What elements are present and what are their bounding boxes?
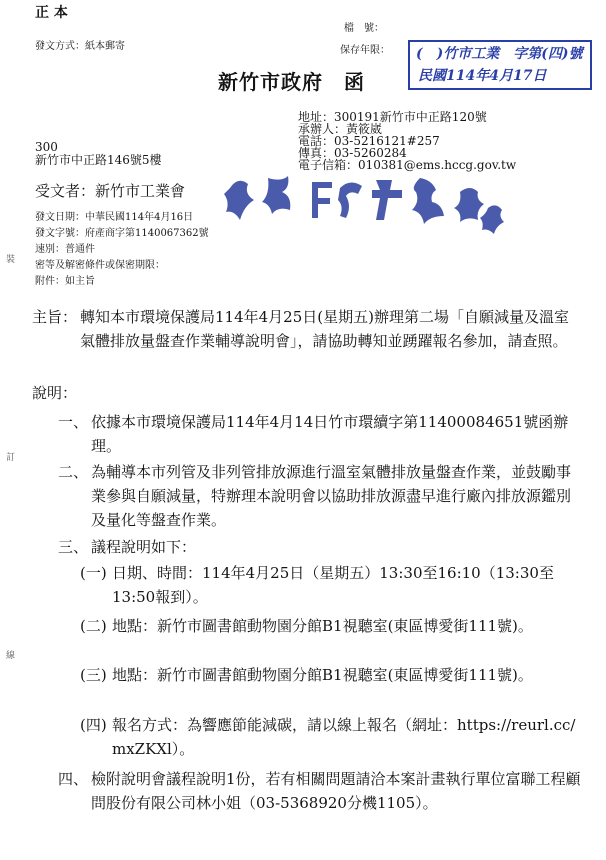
document-number: 發文字號：府產商字第1140067362號: [35, 228, 209, 239]
sub-item-text: 地點：新竹市圖書館動物園分館B1視聽室(東區博愛街111號)。: [112, 666, 533, 684]
sender-email: 電子信箱：010381@ems.hccg.gov.tw: [298, 158, 517, 172]
sub-item-text: 地點：新竹市圖書館動物園分館B1視聽室(東區博愛街111號)。: [112, 617, 533, 635]
received-stamp-date: 民國114年4月17日: [418, 68, 547, 84]
recipient-zip: 300: [35, 140, 58, 154]
recipient-street: 新竹市中正路146號5樓: [35, 153, 162, 167]
binding-mark-bottom: 線: [6, 651, 16, 661]
document-title: 新竹市政府 函: [218, 70, 365, 94]
copy-type-label: 正 本: [35, 5, 68, 21]
binding-mark-middle: 訂: [6, 453, 16, 463]
item-number: 一、: [58, 413, 89, 431]
retention-label: 保存年限：: [340, 45, 390, 56]
send-method: 發文方式：紙本郵寄: [35, 41, 125, 52]
sub-item-number: (二): [80, 617, 107, 635]
sender-fax: 傳真：03-5260284: [298, 146, 407, 160]
sub-item-text: 日期、時間：114年4月25日（星期五）13:30至16:10（13:30至13:50報到）。: [112, 564, 554, 606]
subject-text: 轉知本市環境保護局114年4月25日(星期五)辦理第二場「自願減量及溫室氣體排放量盤查作業輔導說明會」，請協助轉知並踴躍報名參加，請查照。: [80, 308, 569, 350]
item-number: 三、: [58, 538, 89, 556]
item-text: 檢附說明會議程說明1份，若有相關問題請洽本案計畫執行單位富聯工程顧問股份有限公司林小姐（03-5368920分機1105）。: [91, 770, 581, 812]
subject-label: 主旨：: [32, 308, 78, 326]
file-number-label: 檔 號：: [344, 23, 384, 34]
explanation-label: 說明：: [32, 384, 78, 402]
sender-address: 地址：300191新竹市中正路120號: [298, 110, 487, 124]
sub-item-text: 報名方式：為響應節能減碳，請以線上報名（網址：https://reurl.cc/mxZKXl）。: [112, 716, 576, 758]
item-text: 為輔導本市列管及非列管排放源進行溫室氣體排放量盤查作業，並鼓勵事業參與自願減量，特辦理本說明會以協助排放源盡早進行廠內排放源鑑別及量化等盤查作業。: [91, 463, 572, 529]
received-stamp-number: ( )竹市工業 字第(四)號: [416, 46, 583, 62]
sender-phone: 電話：03-5216121#257: [298, 134, 440, 148]
official-seal-image: [220, 168, 520, 248]
sub-item-number: (四): [80, 716, 107, 734]
binding-mark-top: 裝: [6, 255, 16, 265]
sub-item-number: (三): [80, 666, 107, 684]
attachment: 附件：如主旨: [35, 276, 95, 287]
recipient: 受文者：新竹市工業會: [35, 182, 186, 200]
item-number: 四、: [58, 770, 89, 788]
sub-item-number: (一): [80, 564, 107, 582]
secrecy-level: 密等及解密條件或保密期限：: [35, 260, 165, 271]
item-text: 議程說明如下：: [91, 538, 197, 556]
delivery-speed: 速別：普通件: [35, 244, 95, 255]
issue-date: 發文日期：中華民國114年4月16日: [35, 212, 194, 223]
item-text: 依據本市環境保護局114年4月14日竹市環續字第11400084651號函辦理。: [91, 413, 569, 455]
received-stamp: [408, 40, 592, 90]
item-number: 二、: [58, 463, 89, 481]
sender-contact: 承辦人：黃筱崴: [298, 122, 383, 136]
